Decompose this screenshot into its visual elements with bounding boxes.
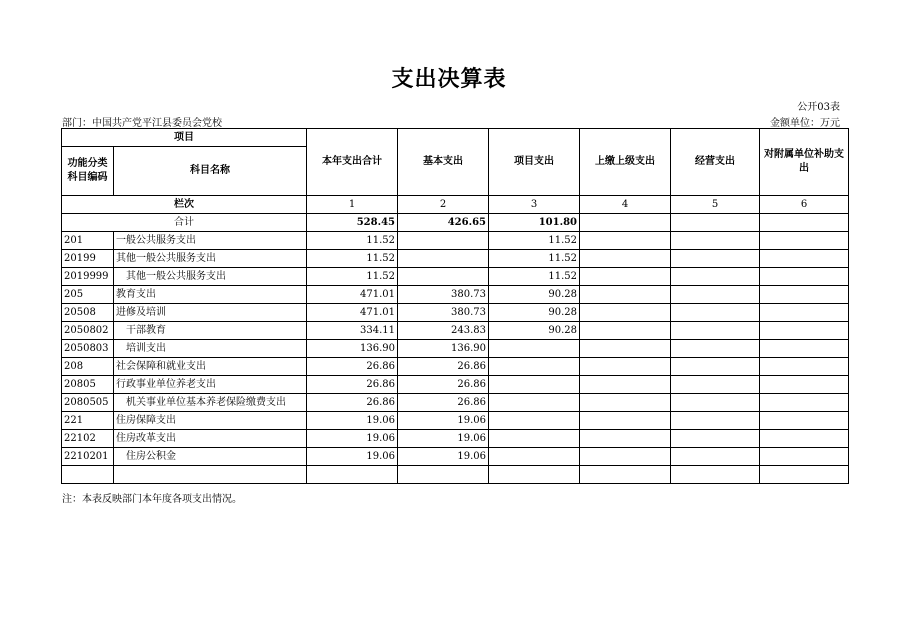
row-project: 11.52 — [489, 250, 580, 268]
table-row — [62, 430, 849, 448]
row-basic: 380.73 — [398, 286, 489, 304]
row-code: 20508 — [62, 304, 114, 322]
row-name: 社会保障和就业支出 — [114, 358, 307, 376]
header-item: 项目 — [62, 129, 307, 147]
row-project — [489, 340, 580, 358]
header-superior: 上缴上级支出 — [580, 129, 671, 196]
totals-project: 101.80 — [489, 214, 580, 232]
table-row — [62, 358, 849, 376]
row-code: 2050803 — [62, 340, 114, 358]
col-no-4: 4 — [580, 196, 671, 214]
row-total: 19.06 — [307, 448, 398, 466]
row-project — [489, 448, 580, 466]
header-func-code: 功能分类科目编码 — [62, 147, 114, 196]
col-no-6: 6 — [760, 196, 849, 214]
row-code: 2050802 — [62, 322, 114, 340]
row-code: 221 — [62, 412, 114, 430]
row-basic: 243.83 — [398, 322, 489, 340]
table-row — [62, 304, 849, 322]
page-title: 支出决算表 — [391, 67, 507, 92]
row-total: 334.11 — [307, 322, 398, 340]
row-basic: 19.06 — [398, 412, 489, 430]
row-basic: 380.73 — [398, 304, 489, 322]
header-column-no: 栏次 — [62, 196, 307, 214]
row-basic: 26.86 — [398, 358, 489, 376]
row-total: 11.52 — [307, 250, 398, 268]
table-row — [62, 286, 849, 304]
row-code: 20805 — [62, 376, 114, 394]
row-project: 90.28 — [489, 304, 580, 322]
row-total: 19.06 — [307, 412, 398, 430]
row-basic — [398, 268, 489, 286]
expenditure-table — [61, 128, 849, 484]
row-project: 11.52 — [489, 232, 580, 250]
table-row — [62, 340, 849, 358]
row-project: 90.28 — [489, 322, 580, 340]
row-name: 教育支出 — [114, 286, 307, 304]
row-code: 208 — [62, 358, 114, 376]
row-project: 90.28 — [489, 286, 580, 304]
department-label: 部门：中国共产党平江县委员会党校 — [62, 118, 222, 129]
row-code: 2019999 — [62, 268, 114, 286]
empty-row — [62, 466, 849, 484]
row-total: 26.86 — [307, 376, 398, 394]
totals-label: 合计 — [62, 214, 307, 232]
row-basic: 26.86 — [398, 394, 489, 412]
row-total: 19.06 — [307, 430, 398, 448]
row-basic — [398, 250, 489, 268]
header-subject-name: 科目名称 — [114, 147, 307, 196]
row-name: 住房公积金 — [114, 448, 307, 466]
row-name: 培训支出 — [114, 340, 307, 358]
row-basic — [398, 232, 489, 250]
col-no-5: 5 — [671, 196, 760, 214]
table-row — [62, 268, 849, 286]
row-name: 进修及培训 — [114, 304, 307, 322]
table-row — [62, 394, 849, 412]
row-code: 22102 — [62, 430, 114, 448]
table-row — [62, 448, 849, 466]
row-project — [489, 376, 580, 394]
col-no-3: 3 — [489, 196, 580, 214]
amount-unit-label: 金额单位：万元 — [770, 118, 840, 129]
header-basic: 基本支出 — [398, 129, 489, 196]
row-name: 干部教育 — [114, 322, 307, 340]
row-basic: 136.90 — [398, 340, 489, 358]
row-code: 2210201 — [62, 448, 114, 466]
table-row — [62, 250, 849, 268]
header-business: 经营支出 — [671, 129, 760, 196]
row-total: 136.90 — [307, 340, 398, 358]
row-total: 26.86 — [307, 358, 398, 376]
row-total: 11.52 — [307, 268, 398, 286]
row-basic: 19.06 — [398, 448, 489, 466]
row-code: 201 — [62, 232, 114, 250]
row-total: 26.86 — [307, 394, 398, 412]
header-subsidiary: 对附属单位补助支出 — [760, 129, 849, 196]
col-no-1: 1 — [307, 196, 398, 214]
table-row — [62, 376, 849, 394]
row-project — [489, 358, 580, 376]
row-total: 11.52 — [307, 232, 398, 250]
table-row — [62, 232, 849, 250]
row-name: 一般公共服务支出 — [114, 232, 307, 250]
row-total: 471.01 — [307, 286, 398, 304]
row-project — [489, 430, 580, 448]
row-name: 住房改革支出 — [114, 430, 307, 448]
form-code: 公开03表 — [797, 102, 840, 113]
row-code: 20199 — [62, 250, 114, 268]
footnote: 注：本表反映部门本年度各项支出情况。 — [62, 494, 242, 505]
row-name: 住房保障支出 — [114, 412, 307, 430]
header-total: 本年支出合计 — [307, 129, 398, 196]
row-name: 其他一般公共服务支出 — [114, 250, 307, 268]
totals-basic: 426.65 — [398, 214, 489, 232]
header-project: 项目支出 — [489, 129, 580, 196]
row-basic: 19.06 — [398, 430, 489, 448]
row-project: 11.52 — [489, 268, 580, 286]
row-code: 205 — [62, 286, 114, 304]
row-basic: 26.86 — [398, 376, 489, 394]
row-total: 471.01 — [307, 304, 398, 322]
col-no-2: 2 — [398, 196, 489, 214]
row-name: 机关事业单位基本养老保险缴费支出 — [114, 394, 307, 412]
table-row — [62, 412, 849, 430]
table-row — [62, 322, 849, 340]
row-name: 行政事业单位养老支出 — [114, 376, 307, 394]
totals-row — [62, 214, 849, 232]
row-code: 2080505 — [62, 394, 114, 412]
row-name: 其他一般公共服务支出 — [114, 268, 307, 286]
totals-total: 528.45 — [307, 214, 398, 232]
row-project — [489, 412, 580, 430]
row-project — [489, 394, 580, 412]
